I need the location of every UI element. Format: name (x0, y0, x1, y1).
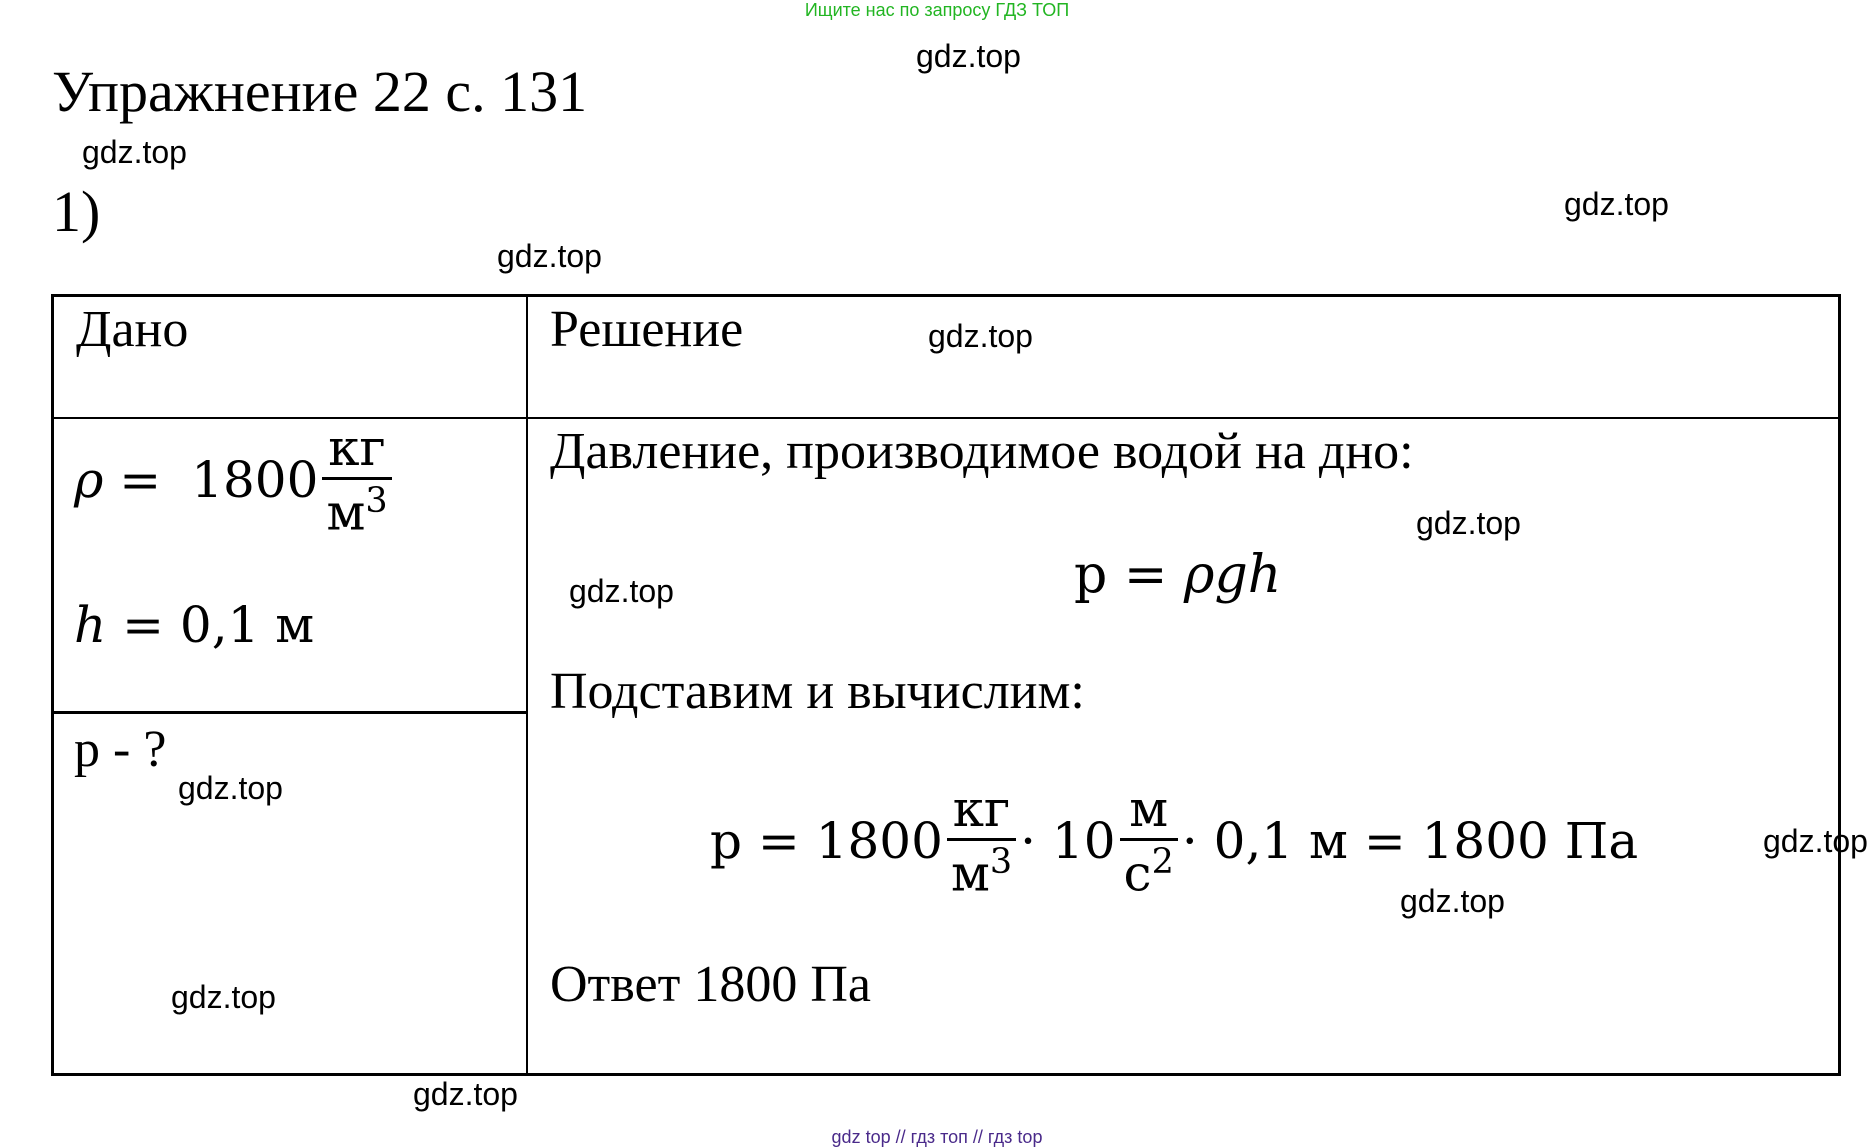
answer-line: Ответ 1800 Па (550, 956, 871, 1013)
watermark: gdz.top (413, 1076, 518, 1112)
calc-fraction-density-numerator: кг (952, 779, 1011, 838)
exercise-title: Упражнение 22 с. 131 (52, 59, 588, 124)
part-number: 1) (52, 179, 101, 244)
watermark: gdz.top (569, 573, 674, 609)
rho-lhs: ρ = (74, 451, 162, 509)
find-quantity: p - ? (74, 721, 167, 778)
rho-unit-numerator: кг (328, 418, 386, 477)
solution-line-pressure: Давление, производимое водой на дно: (550, 423, 1414, 480)
solution-line-substitute: Подставим и вычислим: (550, 663, 1085, 720)
calc-lhs: p = 1800 (710, 812, 943, 870)
rho-unit-denominator: $м^3$ (322, 477, 391, 538)
top-banner: Ищите нас по запросу ГДЗ ТОП (804, 0, 1070, 20)
watermark: gdz.top (916, 38, 1021, 74)
watermark: gdz.top (178, 770, 283, 806)
rho-unit-fraction (322, 418, 391, 542)
given-height (74, 596, 314, 654)
table-border-bottom (51, 1073, 1841, 1076)
calc-mid: · 10 (1020, 812, 1116, 870)
watermark: gdz.top (1763, 823, 1868, 859)
table-border-right (1838, 294, 1841, 1076)
formula-lhs: p = (1074, 545, 1168, 605)
calc-fraction-density-denominator: $м^3$ (947, 838, 1016, 899)
rho-value: 1800 (191, 451, 319, 509)
calc-fraction-density (947, 779, 1016, 903)
table-border-left (51, 294, 54, 1076)
calc-fraction-gravity-denominator: $с^2$ (1120, 838, 1178, 899)
watermark: gdz.top (82, 134, 187, 170)
table-border-top (51, 294, 1841, 297)
bottom-banner: gdz top // гдз топ // гдз top (831, 1127, 1043, 1147)
calc-rhs: · 0,1 м = 1800 Па (1181, 812, 1639, 870)
table-header-divider (51, 417, 1841, 419)
given-density (74, 420, 396, 540)
h-value: = 0,1 м (122, 596, 315, 654)
h-symbol: h (74, 596, 107, 654)
solution-header: Решение (550, 301, 744, 358)
given-header: Дано (76, 301, 189, 358)
calc-fraction-gravity-numerator: м (1129, 779, 1169, 838)
watermark: gdz.top (1416, 505, 1521, 541)
given-find-divider (51, 711, 527, 714)
table-column-divider (526, 294, 528, 1076)
watermark: gdz.top (497, 238, 602, 274)
watermark: gdz.top (928, 318, 1033, 354)
watermark: gdz.top (1564, 186, 1669, 222)
watermark: gdz.top (171, 979, 276, 1015)
pressure-formula (1074, 545, 1281, 605)
calc-fraction-gravity (1120, 779, 1178, 903)
watermark: gdz.top (1400, 883, 1505, 919)
formula-rhs: ρgh (1183, 545, 1282, 605)
